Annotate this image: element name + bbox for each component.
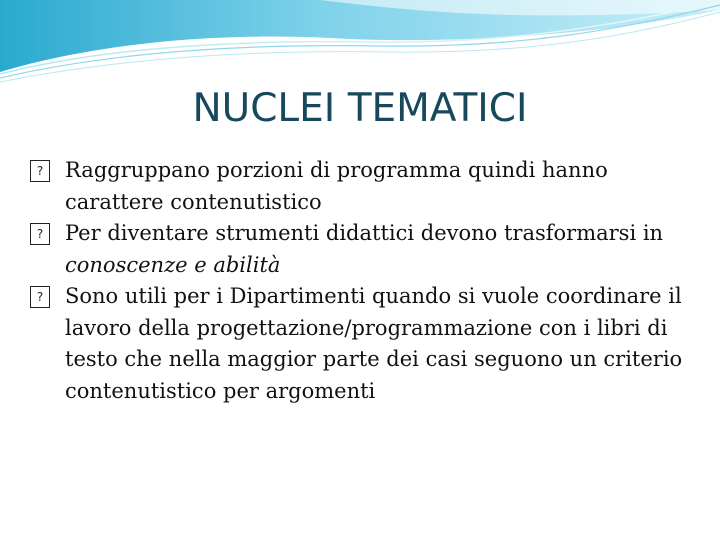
bullet-item <box>30 155 700 218</box>
bullet-item <box>30 218 700 281</box>
bullet-text: Per diventare strumenti didattici devono trasformarsi in <box>65 221 664 245</box>
bullet-item <box>30 281 700 407</box>
bullet-text: Sono utili per i Dipartimenti quando si vuole coordinare il lavoro della progettazione/programmazione con i libri di testo che nella maggior parte dei casi seguono un criterio contenutistico per argomenti <box>65 284 683 403</box>
missing-glyph-bullet-icon: ? <box>30 160 50 182</box>
bullet-emphasis-text: conoscenze e abilità <box>65 252 281 277</box>
slide-title: NUCLEI TEMATICI <box>192 86 528 131</box>
bullet-list <box>30 155 700 407</box>
header-wave-decoration <box>0 0 720 90</box>
missing-glyph-bullet-icon: ? <box>30 223 50 245</box>
bullet-text: Raggruppano porzioni di programma quindi hanno carattere contenutistico <box>65 158 608 214</box>
missing-glyph-bullet-icon: ? <box>30 286 50 308</box>
